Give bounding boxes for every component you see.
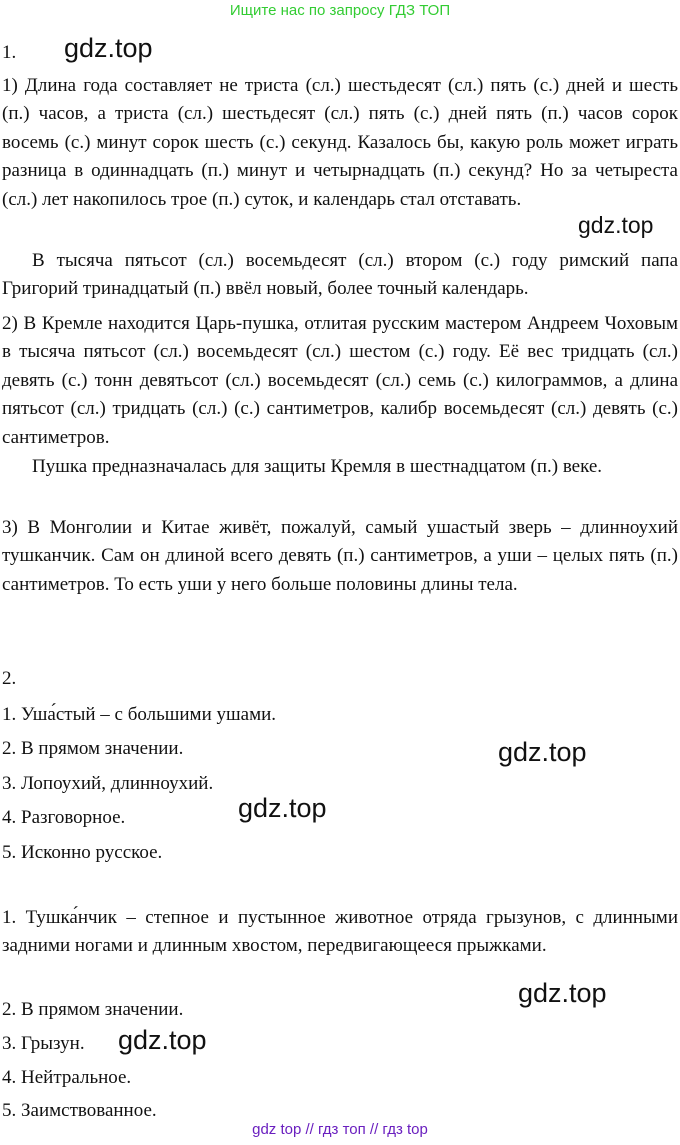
list-item: 2. В прямом значении. [2,999,184,1020]
list-item: 5. Заимствованное. [2,1100,157,1121]
task-1-number: 1. [2,42,17,63]
list-item: 4. Разговорное. [2,807,126,828]
watermark: gdz.top [238,793,327,823]
task-1-paragraph-1: 1) Длина года составляет не триста (сл.) шестьдесят (сл.) пять (с.) дней и шесть (п.) часов, а триста (сл.) шестьдесят (сл.) пять (с.) дней пять (п.) часов сорок восемь (с.) минут сорок шесть (с.) секунд. Казалось бы, какую роль может играть разница в одиннадцать (п.) минут и четырнадцать (п.) секунд? Но за четыреста (сл.) лет накопилось трое (п.) суток, и календарь стал отставать. [2,75,678,210]
list-item: 5. Исконно русское. [2,842,163,863]
task-1-paragraph-2: В тысяча пятьсот (сл.) восемьдесят (сл.) втором (с.) году римский папа Григорий тринадцатый (п.) ввёл новый, более точный календарь. [2,250,678,300]
list-item: 2. В прямом значении. [2,738,184,759]
watermark: gdz.top [64,33,153,63]
task-1-paragraph-3: 2) В Кремле находится Царь-пушка, отлитая русским мастером Андреем Чоховым в тысяча пятьсот (сл.) восемьдесят (сл.) шестом (с.) году. Её вес тридцать (сл.) девять (с.) тонн девятьсот (сл.) восемьдесят (сл.) семь (с.) килограммов, а длина пятьсот (сл.) тридцать (сл.) (с.) сантиметров, калибр восемьдесят (сл.) девять (с.) сантиметров. [2,313,678,448]
watermark: gdz.top [518,978,607,1008]
list-item: 3. Грызун. [2,1033,85,1054]
watermark: gdz.top [578,212,654,238]
list-item: 1. Уша́стый – с большими ушами. [2,704,277,725]
list-item: 3. Лопоухий, длинноухий. [2,773,214,794]
watermark: gdz.top [498,737,587,767]
task-2-number: 2. [2,668,17,689]
top-banner: Ищите нас по запросу ГДЗ ТОП [229,2,451,19]
watermark: gdz.top [118,1025,207,1055]
task-1-paragraph-4: Пушка предназначалась для защиты Кремля в шестнадцатом (п.) веке. [32,456,603,477]
bottom-banner: gdz top // гдз топ // гдз top [252,1121,428,1138]
task-1-paragraph-5: 3) В Монголии и Китае живёт, пожалуй, самый ушастый зверь – длинноухий тушканчик. Сам он длиной всего девять (п.) сантиметров, а уши – целых пять (п.) сантиметров. То есть уши у него больше половины длины тела. [2,517,678,595]
list-item: 4. Нейтральное. [2,1067,132,1088]
list-item-definition: 1. Тушка́нчик – степное и пустынное животное отряда грызунов, с длинными задними ногами и длинным хвостом, передвигающееся прыжками. [2,907,678,957]
